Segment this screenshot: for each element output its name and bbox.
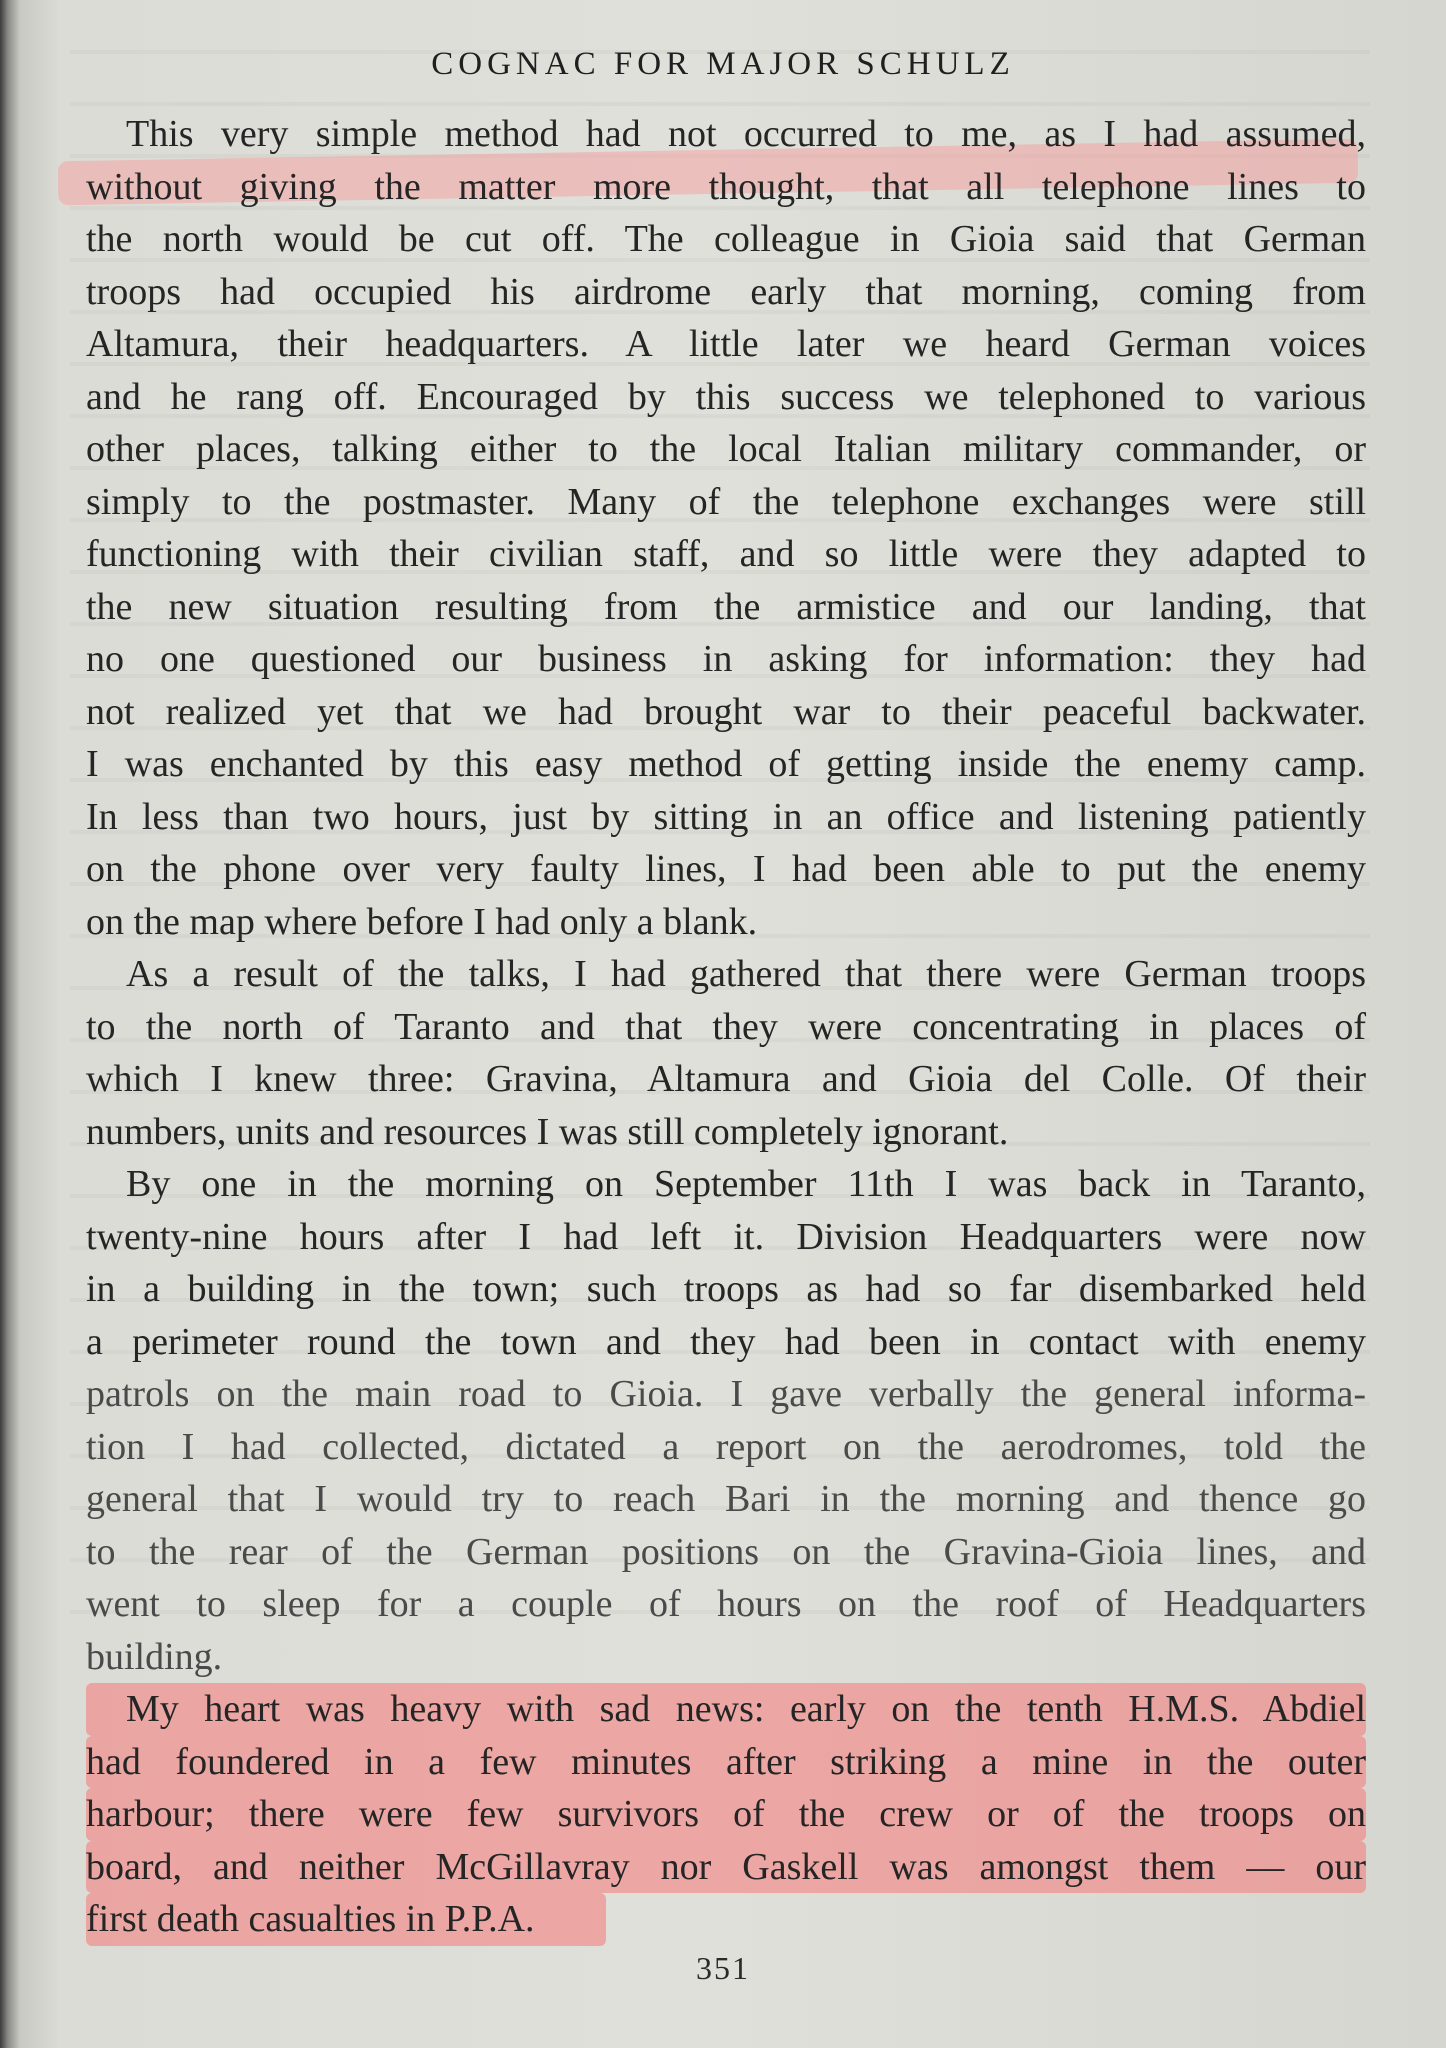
text-line: In less than two hours, just by sitting in an office and listening patiently <box>86 795 1366 838</box>
text-line: the north would be cut off. The colleague in Gioia said that German <box>86 218 1366 260</box>
text-line: which I knew three: Gravina, Altamura and Gioia del Colle. Of their <box>86 1058 1366 1100</box>
paragraph <box>86 948 1366 1158</box>
text-line: and he rang off. Encouraged by this success we telephoned to various <box>86 375 1366 418</box>
text-line: on the map where before I had only a blank. <box>86 900 758 943</box>
text-line: board, and neither McGillavray nor Gaskell was amongst them — our <box>86 1841 1366 1894</box>
running-head: COGNAC FOR MAJOR SCHULZ <box>431 46 1015 82</box>
text-line: general that I would try to reach Bari in the morning and thence go <box>86 1478 1366 1520</box>
text-line: numbers, units and resources I was still completely ignorant. <box>86 1110 1009 1153</box>
text-line: to the north of Taranto and that they were concentrating in places of <box>86 1005 1366 1048</box>
text-line: My heart was heavy with sad news: early on the tenth H.M.S. Abdiel <box>86 1683 1366 1736</box>
text-line: tion I had collected, dictated a report on the aerodromes, told the <box>86 1425 1366 1468</box>
text-line: troops had occupied his airdrome early that morning, coming from <box>86 270 1366 313</box>
text-line: Altamura, their headquarters. A little later we heard German voices <box>86 323 1366 365</box>
text-line: As a result of the talks, I had gathered that there were German troops <box>126 953 1366 995</box>
text-line: I was enchanted by this easy method of getting inside the enemy camp. <box>86 743 1366 785</box>
text-line: went to sleep for a couple of hours on the roof of Headquarters <box>86 1583 1366 1625</box>
text-line: first death casualties in P.P.A. <box>86 1893 606 1946</box>
text-line: in a building in the town; such troops as had so far disembarked held <box>86 1268 1366 1310</box>
text-line: the new situation resulting from the armistice and our landing, that <box>86 585 1366 628</box>
text-line: to the rear of the German positions on the Gravina-Gioia lines, and <box>86 1530 1366 1573</box>
text-line: other places, talking either to the local Italian military commander, or <box>86 428 1366 470</box>
paragraph <box>86 108 1366 948</box>
text-line: building. <box>86 1635 223 1678</box>
text-line: functioning with their civilian staff, and so little were they adapted to <box>86 533 1366 575</box>
text-line: This very simple method had not occurred to me, as I had assumed, <box>126 113 1366 155</box>
text-line: simply to the postmaster. Many of the telephone exchanges were still <box>86 480 1366 523</box>
text-line: on the phone over very faulty lines, I had been able to put the enemy <box>86 848 1366 890</box>
body-text <box>86 108 1366 1946</box>
paragraph <box>86 1158 1366 1683</box>
text-line: no one questioned our business in asking for information: they had <box>86 638 1366 680</box>
text-line: a perimeter round the town and they had been in contact with enemy <box>86 1320 1366 1363</box>
text-line: patrols on the main road to Gioia. I gave verbally the general informa- <box>86 1373 1366 1415</box>
highlighted-paragraph <box>86 1683 1366 1946</box>
text-line: twenty-nine hours after I had left it. Division Headquarters were now <box>86 1215 1366 1258</box>
text-line: had foundered in a few minutes after striking a mine in the outer <box>86 1736 1366 1789</box>
page-number: 351 <box>696 1950 750 1986</box>
text-line: not realized yet that we had brought war to their peaceful backwater. <box>86 690 1366 733</box>
text-line: without giving the matter more thought, that all telephone lines to <box>86 165 1366 208</box>
text-line: By one in the morning on September 11th I was back in Taranto, <box>126 1163 1366 1205</box>
text-line: harbour; there were few survivors of the crew or of the troops on <box>86 1788 1366 1841</box>
